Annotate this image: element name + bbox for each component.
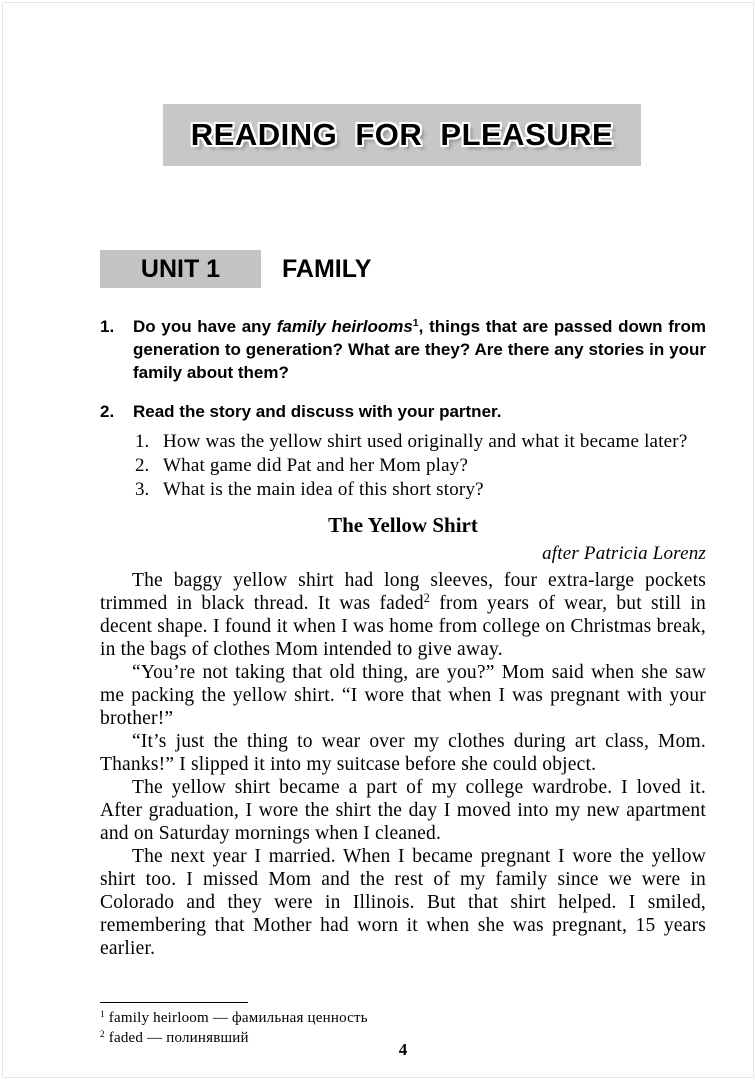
story-paragraph-3: “It’s just the thing to wear over my clothes during art class, Mom. Thanks!” I slipped it into my suitcase before she could object.	[100, 731, 706, 775]
unit-label: UNIT 1	[100, 250, 261, 288]
story-body	[100, 569, 706, 960]
unit-header	[100, 250, 371, 288]
footnote-divider	[100, 1002, 248, 1003]
question-3-text: What is the main idea of this short story?	[163, 479, 484, 500]
exercise-1-emphasis: family heirlooms	[276, 317, 413, 336]
footnote-ref-2: 2	[423, 591, 431, 606]
page-number: 4	[398, 1040, 408, 1059]
exercise-1-number: 1.	[100, 317, 115, 336]
story-paragraph-1	[100, 569, 706, 661]
unit-title: FAMILY	[282, 254, 372, 283]
question-3-number: 3.	[135, 479, 150, 500]
exercise-2-number: 2.	[100, 402, 115, 421]
question-1	[135, 430, 706, 454]
question-2-number: 2.	[135, 455, 150, 476]
footnote-2-text: faded — полинявший	[104, 1030, 249, 1046]
footnote-1-text: family heirloom — фамильная ценность	[104, 1010, 368, 1026]
footnote-1-marker: 1	[100, 1009, 105, 1020]
exercise-1-text-end: , things that are passed down from generation to generation? What are they? Are there any stories in your family about them?	[133, 317, 706, 382]
story-paragraph-5: The next year I married. When I became pregnant I wore the yellow shirt too. I missed Mom and the rest of my family since we were in Colorado and they were in Illinois. But that shirt helped. I smiled, remembering that Mother had worn it when she was pregnant, 15 years earlier.	[100, 846, 706, 959]
question-1-number: 1.	[135, 431, 150, 452]
question-list	[135, 430, 706, 502]
question-2-text: What game did Pat and her Mom play?	[163, 455, 469, 476]
story-title: The Yellow Shirt	[328, 513, 478, 537]
exercise-2-text: Read the story and discuss with your partner.	[133, 402, 502, 421]
exercise-1-text	[133, 315, 706, 384]
question-2	[135, 454, 706, 478]
question-3	[135, 478, 706, 502]
exercise-2	[100, 400, 706, 423]
chapter-title: READING FOR PLEASURE	[190, 117, 614, 152]
page-content	[100, 315, 706, 960]
story-paragraph-1-start: The baggy yellow shirt had long sleeves, four extra-large pockets trimmed in black thread. It was faded	[100, 570, 706, 614]
exercise-1	[100, 315, 706, 384]
story-byline: after Patricia Lorenz	[542, 543, 706, 564]
footnote-ref-1: 1	[412, 317, 419, 330]
story-paragraph-1-end: from years of wear, but still in decent shape. I found it when I was home from college on Christmas break, in the bags of clothes Mom intended to give away.	[100, 593, 706, 660]
exercise-1-text-start: Do you have any	[133, 317, 277, 336]
footnote-2-marker: 2	[100, 1029, 105, 1040]
question-1-text: How was the yellow shirt used originally and what it became later?	[163, 431, 688, 452]
story-paragraph-2: “You’re not taking that old thing, are you?” Mom said when she saw me packing the yellow shirt. “I wore that when I was pregnant with your brother!”	[100, 662, 706, 729]
footnote-1	[100, 1008, 706, 1028]
chapter-banner	[163, 104, 641, 166]
story-paragraph-4: The yellow shirt became a part of my college wardrobe. I loved it. After graduation, I wore the shirt the day I moved into my new apartment and on Saturday mornings when I cleaned.	[100, 777, 706, 844]
